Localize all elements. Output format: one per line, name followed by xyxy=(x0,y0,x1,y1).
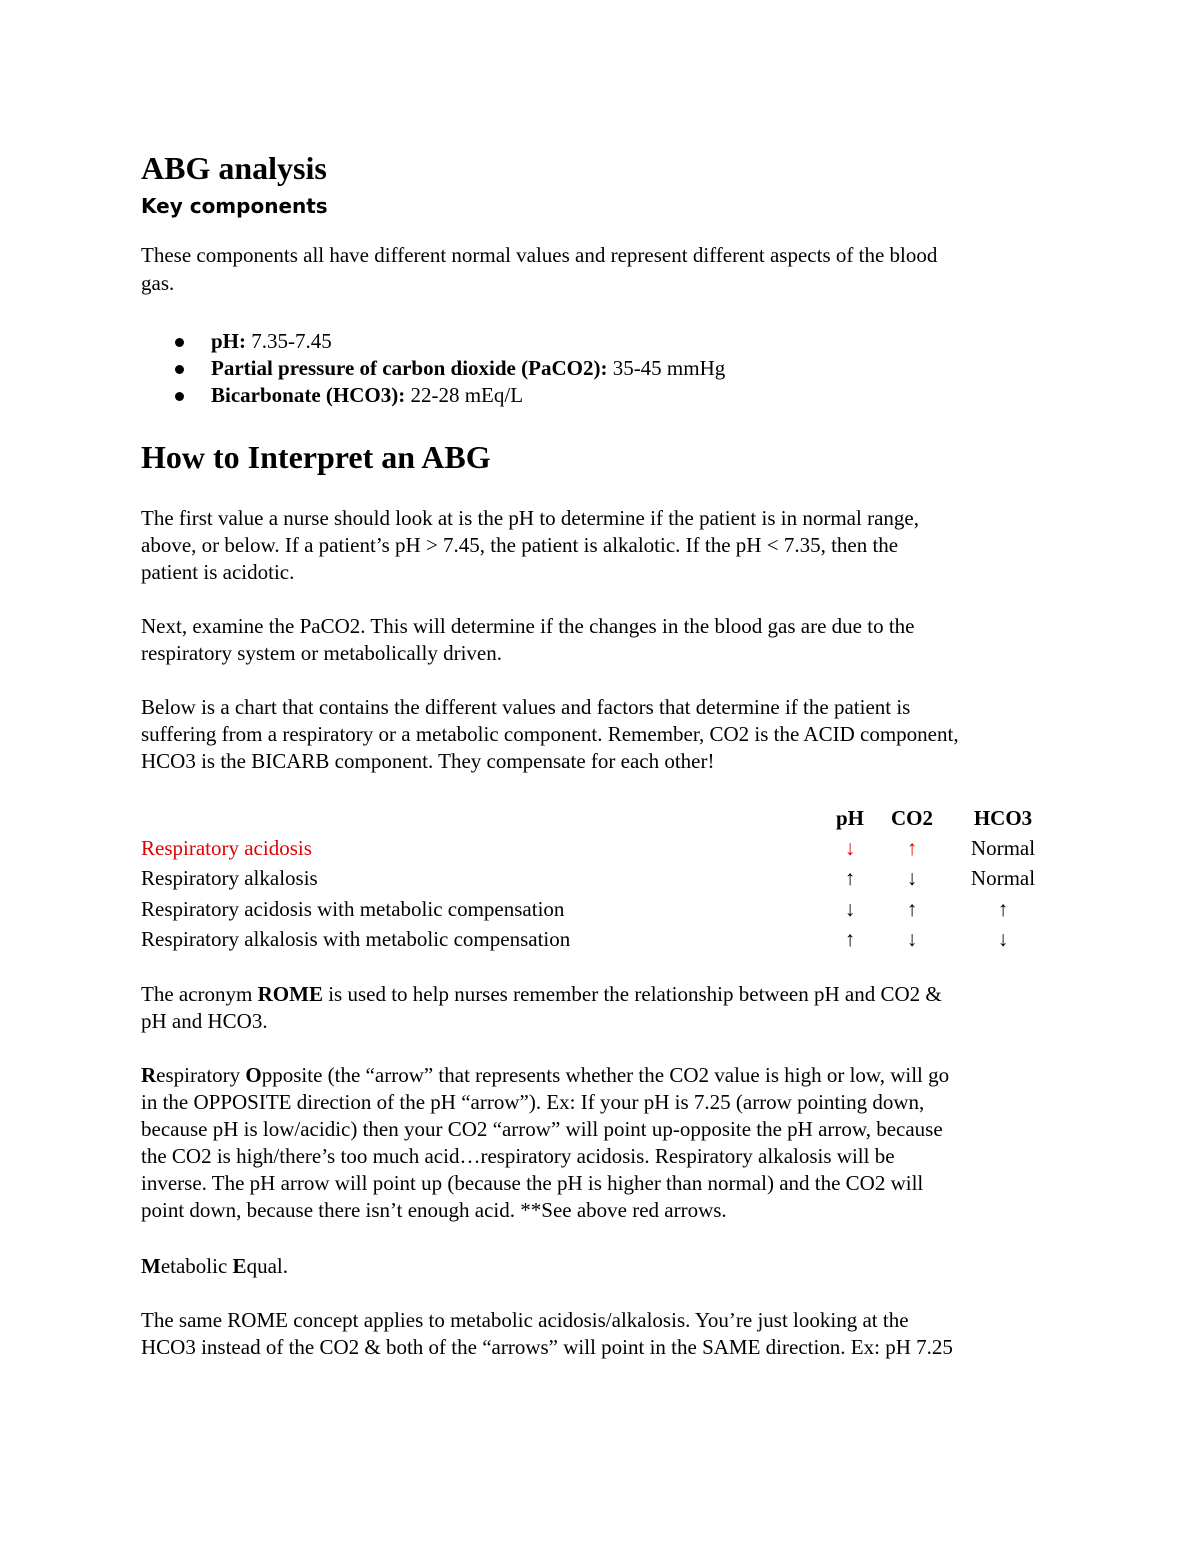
table-row xyxy=(141,894,1061,924)
row-label: Respiratory alkalosis with metabolic compensation xyxy=(141,927,571,951)
paragraph-line: suffering from a respiratory or a metabolic component. Remember, CO2 is the ACID component, xyxy=(141,722,959,746)
text-run: espiratory xyxy=(156,1063,246,1087)
co2-arrow: ↑ xyxy=(906,836,918,860)
bullet-icon xyxy=(175,365,184,374)
text-run: etabolic xyxy=(160,1254,233,1278)
paragraph-line xyxy=(141,1253,288,1280)
initial-letter: R xyxy=(141,1063,157,1087)
header-ph: pH xyxy=(835,806,864,830)
hco3-value: Normal xyxy=(970,836,1036,860)
paragraph-line: respiratory system or metabolically driven. xyxy=(141,641,502,665)
intro-line: These components all have different normal values and represent different aspects of the blood xyxy=(141,243,938,267)
intro-line: gas. xyxy=(141,271,175,295)
paragraph-line: point down, because there isn’t enough acid. **See above red arrows. xyxy=(141,1198,727,1222)
initial-letter: E xyxy=(232,1254,247,1278)
row-label: Respiratory acidosis xyxy=(141,836,312,860)
component-label: Partial pressure of carbon dioxide (PaCO2): xyxy=(211,356,608,380)
paragraph-line: above, or below. If a patient’s pH > 7.45, the patient is alkalotic. If the pH < 7.35, then the xyxy=(141,533,899,557)
list-item xyxy=(141,382,1041,409)
list-item xyxy=(141,328,1041,355)
paragraph-line: the CO2 is high/there’s too much acid…respiratory acidosis. Respiratory alkalosis will be xyxy=(141,1144,895,1168)
co2-arrow: ↑ xyxy=(906,897,918,921)
header-co2: CO2 xyxy=(891,806,933,830)
paragraph-line: pH and HCO3. xyxy=(141,1009,268,1033)
rome-acronym: ROME xyxy=(257,982,323,1006)
row-label: Respiratory acidosis with metabolic compensation xyxy=(141,897,565,921)
text-run: qual. xyxy=(246,1254,288,1278)
component-value: 35-45 mmHg xyxy=(607,356,726,380)
row-label: Respiratory alkalosis xyxy=(141,866,318,890)
component-value: 7.35-7.45 xyxy=(246,329,332,353)
text-run: The acronym xyxy=(141,982,258,1006)
header-hco3: HCO3 xyxy=(973,806,1033,830)
co2-arrow: ↓ xyxy=(906,927,918,951)
list-item xyxy=(141,355,1041,382)
ph-arrow: ↓ xyxy=(844,897,856,921)
paragraph-line xyxy=(141,1062,949,1089)
ph-arrow: ↓ xyxy=(844,836,856,860)
co2-arrow: ↓ xyxy=(906,866,918,890)
table-header-row xyxy=(141,803,1061,833)
ph-arrow: ↑ xyxy=(844,866,856,890)
component-value: 22-28 mEq/L xyxy=(405,383,524,407)
text-run: pposite (the “arrow” that represents whether the CO2 value is high or low, will go xyxy=(261,1063,950,1087)
bullet-icon xyxy=(175,392,184,401)
paragraph-line: HCO3 is the BICARB component. They compensate for each other! xyxy=(141,749,715,773)
paragraph-line: Next, examine the PaCO2. This will determine if the changes in the blood gas are due to the xyxy=(141,614,915,638)
initial-letter: M xyxy=(141,1254,161,1278)
hco3-value: Normal xyxy=(970,866,1036,890)
hco3-arrow: ↑ xyxy=(997,897,1009,921)
table-row xyxy=(141,833,1061,863)
paragraph-line: The first value a nurse should look at is the pH to determine if the patient is in normal range, xyxy=(141,506,919,530)
paragraph-line: inverse. The pH arrow will point up (because the pH is higher than normal) and the CO2 will xyxy=(141,1171,924,1195)
hco3-arrow: ↓ xyxy=(997,927,1009,951)
table-row xyxy=(141,863,1061,893)
section-subtitle: Key components xyxy=(141,194,328,218)
ph-arrow: ↑ xyxy=(844,927,856,951)
paragraph-line xyxy=(141,981,942,1008)
text-run: is used to help nurses remember the relationship between pH and CO2 & xyxy=(322,982,942,1006)
document-title: ABG analysis xyxy=(141,150,327,186)
bullet-icon xyxy=(175,338,184,347)
paragraph-line: Below is a chart that contains the different values and factors that determine if the patient is xyxy=(141,695,911,719)
paragraph-line: patient is acidotic. xyxy=(141,560,295,584)
initial-letter: O xyxy=(245,1063,262,1087)
table-row xyxy=(141,924,1061,954)
paragraph-line: in the OPPOSITE direction of the pH “arrow”). Ex: If your pH is 7.25 (arrow pointing down, xyxy=(141,1090,925,1114)
section-heading: How to Interpret an ABG xyxy=(141,439,491,475)
paragraph-line: HCO3 instead of the CO2 & both of the “arrows” will point in the SAME direction. Ex: pH 7.25 xyxy=(141,1335,953,1359)
component-label: pH: xyxy=(211,329,247,353)
component-label: Bicarbonate (HCO3): xyxy=(211,383,406,407)
paragraph-line: The same ROME concept applies to metabolic acidosis/alkalosis. You’re just looking at the xyxy=(141,1308,909,1332)
paragraph-line: because pH is low/acidic) then your CO2 “arrow” will point up-opposite the pH arrow, because xyxy=(141,1117,943,1141)
